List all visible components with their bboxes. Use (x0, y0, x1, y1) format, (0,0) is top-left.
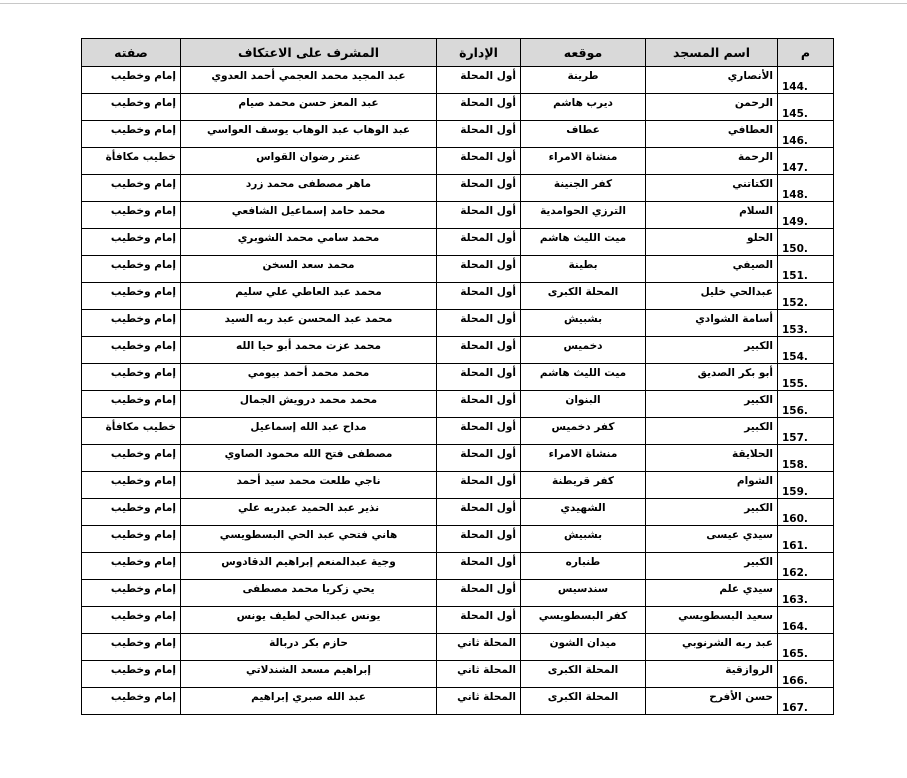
cell-supervisor: محمد سعد السخن (181, 256, 437, 283)
cell-mosque-name: الصيفي (646, 256, 778, 283)
cell-location: المحلة الكبرى (521, 661, 646, 688)
cell-mosque-name: حسن الأفرح (646, 688, 778, 715)
cell-role: إمام وخطيب (82, 121, 181, 148)
table-row (82, 202, 834, 229)
cell-administration: أول المحلة (437, 607, 521, 634)
cell-num: 165. (778, 634, 834, 661)
cell-administration: أول المحلة (437, 67, 521, 94)
cell-mosque-name: الشوام (646, 472, 778, 499)
cell-mosque-name: الكبير (646, 337, 778, 364)
header-admin: الإدارة (437, 39, 521, 67)
cell-role: إمام وخطيب (82, 337, 181, 364)
header-mosque: اسم المسجد (646, 39, 778, 67)
cell-num: 159. (778, 472, 834, 499)
cell-role: إمام وخطيب (82, 499, 181, 526)
cell-supervisor: يحي زكريا محمد مصطفى (181, 580, 437, 607)
cell-administration: أول المحلة (437, 121, 521, 148)
cell-location: ديرب هاشم (521, 94, 646, 121)
cell-mosque-name: أبو بكر الصديق (646, 364, 778, 391)
cell-num: 154. (778, 337, 834, 364)
cell-administration: أول المحلة (437, 256, 521, 283)
header-supervisor: المشرف على الاعتكاف (181, 39, 437, 67)
cell-mosque-name: سعيد البسطويسي (646, 607, 778, 634)
cell-num: 148. (778, 175, 834, 202)
cell-location: بشبيش (521, 526, 646, 553)
cell-supervisor: عبد المعز حسن محمد صيام (181, 94, 437, 121)
cell-supervisor: إبراهيم مسعد الشندلاتي (181, 661, 437, 688)
cell-num: 157. (778, 418, 834, 445)
cell-supervisor: محمد سامي محمد الشوبري (181, 229, 437, 256)
cell-num: 166. (778, 661, 834, 688)
cell-mosque-name: العطافي (646, 121, 778, 148)
cell-location: بطينة (521, 256, 646, 283)
cell-num: 152. (778, 283, 834, 310)
cell-mosque-name: سيدي عيسى (646, 526, 778, 553)
cell-location: كفر قريطنة (521, 472, 646, 499)
table-row (82, 283, 834, 310)
table-row (82, 526, 834, 553)
cell-role: إمام وخطيب (82, 553, 181, 580)
cell-role: إمام وخطيب (82, 202, 181, 229)
cell-role: إمام وخطيب (82, 283, 181, 310)
cell-location: طنباره (521, 553, 646, 580)
cell-num: 147. (778, 148, 834, 175)
table-row (82, 256, 834, 283)
header-location: موقعه (521, 39, 646, 67)
cell-mosque-name: الكتاتني (646, 175, 778, 202)
cell-mosque-name: الحلو (646, 229, 778, 256)
cell-mosque-name: أسامة الشوادي (646, 310, 778, 337)
cell-num: 158. (778, 445, 834, 472)
table-row (82, 634, 834, 661)
cell-location: بشبيش (521, 310, 646, 337)
table-row (82, 337, 834, 364)
cell-role: خطيب مكافأة (82, 148, 181, 175)
table-row (82, 661, 834, 688)
cell-mosque-name: الرحمة (646, 148, 778, 175)
cell-supervisor: عنتر رضوان القواس (181, 148, 437, 175)
table-row (82, 688, 834, 715)
cell-mosque-name: عبد ربه الشرنوبي (646, 634, 778, 661)
cell-supervisor: محمد حامد إسماعيل الشافعي (181, 202, 437, 229)
cell-mosque-name: الروازقية (646, 661, 778, 688)
cell-role: إمام وخطيب (82, 310, 181, 337)
cell-administration: أول المحلة (437, 580, 521, 607)
cell-location: المحلة الكبرى (521, 688, 646, 715)
cell-num: 145. (778, 94, 834, 121)
cell-administration: أول المحلة (437, 391, 521, 418)
table-body (82, 67, 834, 715)
cell-num: 155. (778, 364, 834, 391)
table-row (82, 445, 834, 472)
cell-location: منشاة الامراء (521, 148, 646, 175)
table-row (82, 148, 834, 175)
cell-num: 151. (778, 256, 834, 283)
cell-administration: أول المحلة (437, 148, 521, 175)
cell-supervisor: نذير عبد الحميد عبدربه علي (181, 499, 437, 526)
cell-supervisor: محمد عبد العاطي علي سليم (181, 283, 437, 310)
cell-num: 149. (778, 202, 834, 229)
cell-location: ميت الليث هاشم (521, 364, 646, 391)
cell-administration: أول المحلة (437, 553, 521, 580)
cell-mosque-name: الكبير (646, 418, 778, 445)
cell-role: إمام وخطيب (82, 580, 181, 607)
cell-administration: أول المحلة (437, 337, 521, 364)
cell-mosque-name: الرحمن (646, 94, 778, 121)
cell-num: 153. (778, 310, 834, 337)
cell-role: إمام وخطيب (82, 391, 181, 418)
table-row (82, 553, 834, 580)
cell-administration: أول المحلة (437, 310, 521, 337)
cell-role: إمام وخطيب (82, 175, 181, 202)
cell-num: 146. (778, 121, 834, 148)
header-role: صفته (82, 39, 181, 67)
cell-supervisor: ناجي طلعت محمد سيد أحمد (181, 472, 437, 499)
table-row (82, 67, 834, 94)
cell-supervisor: محمد محمد أحمد بيومي (181, 364, 437, 391)
cell-mosque-name: عبدالحي خليل (646, 283, 778, 310)
cell-num: 150. (778, 229, 834, 256)
cell-location: ميت الليث هاشم (521, 229, 646, 256)
cell-mosque-name: الأنصاري (646, 67, 778, 94)
cell-supervisor: وجية عبدالمنعم إبراهيم الدقادوس (181, 553, 437, 580)
cell-role: خطيب مكافأة (82, 418, 181, 445)
cell-role: إمام وخطيب (82, 445, 181, 472)
cell-supervisor: هاني فتحي عبد الحي البسطويسي (181, 526, 437, 553)
mosque-supervisors-table (81, 38, 834, 715)
cell-location: كفر دخميس (521, 418, 646, 445)
cell-role: إمام وخطيب (82, 688, 181, 715)
cell-location: كفر الجنينة (521, 175, 646, 202)
cell-location: طرينة (521, 67, 646, 94)
cell-location: الشهيدي (521, 499, 646, 526)
cell-administration: أول المحلة (437, 418, 521, 445)
header-num: م (778, 39, 834, 67)
cell-supervisor: مداح عبد الله إسماعيل (181, 418, 437, 445)
cell-administration: أول المحلة (437, 472, 521, 499)
cell-role: إمام وخطيب (82, 256, 181, 283)
cell-supervisor: محمد محمد درويش الجمال (181, 391, 437, 418)
cell-administration: أول المحلة (437, 526, 521, 553)
cell-location: المحلة الكبرى (521, 283, 646, 310)
table-row (82, 472, 834, 499)
cell-administration: أول المحلة (437, 364, 521, 391)
cell-num: 162. (778, 553, 834, 580)
cell-administration: المحلة ثاني (437, 634, 521, 661)
cell-administration: أول المحلة (437, 175, 521, 202)
cell-mosque-name: الكبير (646, 391, 778, 418)
table-row (82, 418, 834, 445)
table-row (82, 310, 834, 337)
cell-administration: المحلة ثاني (437, 688, 521, 715)
cell-num: 160. (778, 499, 834, 526)
cell-mosque-name: الكبير (646, 499, 778, 526)
top-rule (0, 3, 907, 4)
cell-supervisor: ماهر مصطفى محمد زرد (181, 175, 437, 202)
table-row (82, 499, 834, 526)
cell-role: إمام وخطيب (82, 472, 181, 499)
cell-role: إمام وخطيب (82, 607, 181, 634)
cell-supervisor: محمد عزت محمد أبو حيا الله (181, 337, 437, 364)
cell-num: 164. (778, 607, 834, 634)
cell-administration: أول المحلة (437, 229, 521, 256)
cell-role: إمام وخطيب (82, 67, 181, 94)
cell-supervisor: عبد المجيد محمد العجمي أحمد العدوي (181, 67, 437, 94)
cell-administration: المحلة ثاني (437, 661, 521, 688)
table-row (82, 364, 834, 391)
cell-administration: أول المحلة (437, 499, 521, 526)
cell-mosque-name: سيدي علم (646, 580, 778, 607)
cell-administration: أول المحلة (437, 94, 521, 121)
cell-supervisor: عبد الله صبري إبراهيم (181, 688, 437, 715)
cell-administration: أول المحلة (437, 283, 521, 310)
table-row (82, 229, 834, 256)
table-row (82, 580, 834, 607)
table-row (82, 607, 834, 634)
cell-location: عطاف (521, 121, 646, 148)
cell-location: كفر البسطويسي (521, 607, 646, 634)
cell-mosque-name: الكبير (646, 553, 778, 580)
cell-administration: أول المحلة (437, 445, 521, 472)
cell-location: منشاة الامراء (521, 445, 646, 472)
cell-role: إمام وخطيب (82, 634, 181, 661)
cell-location: البنوان (521, 391, 646, 418)
cell-location: سندسيس (521, 580, 646, 607)
cell-role: إمام وخطيب (82, 661, 181, 688)
table-row (82, 175, 834, 202)
cell-supervisor: يونس عبدالحي لطيف يونس (181, 607, 437, 634)
cell-num: 167. (778, 688, 834, 715)
cell-location: الترزي الحوامدية (521, 202, 646, 229)
cell-role: إمام وخطيب (82, 94, 181, 121)
cell-supervisor: حازم بكر دربالة (181, 634, 437, 661)
table-row (82, 391, 834, 418)
cell-administration: أول المحلة (437, 202, 521, 229)
cell-num: 161. (778, 526, 834, 553)
cell-supervisor: عبد الوهاب عبد الوهاب يوسف العواسي (181, 121, 437, 148)
cell-role: إمام وخطيب (82, 364, 181, 391)
header-row (82, 39, 834, 67)
cell-location: دخميس (521, 337, 646, 364)
table-row (82, 94, 834, 121)
cell-mosque-name: السلام (646, 202, 778, 229)
cell-num: 144. (778, 67, 834, 94)
cell-supervisor: مصطفى فتح الله محمود الصاوي (181, 445, 437, 472)
cell-num: 156. (778, 391, 834, 418)
cell-num: 163. (778, 580, 834, 607)
cell-role: إمام وخطيب (82, 229, 181, 256)
cell-location: ميدان الشون (521, 634, 646, 661)
cell-supervisor: محمد عبد المحسن عبد ربه السيد (181, 310, 437, 337)
cell-mosque-name: الحلايقة (646, 445, 778, 472)
table-row (82, 121, 834, 148)
cell-role: إمام وخطيب (82, 526, 181, 553)
